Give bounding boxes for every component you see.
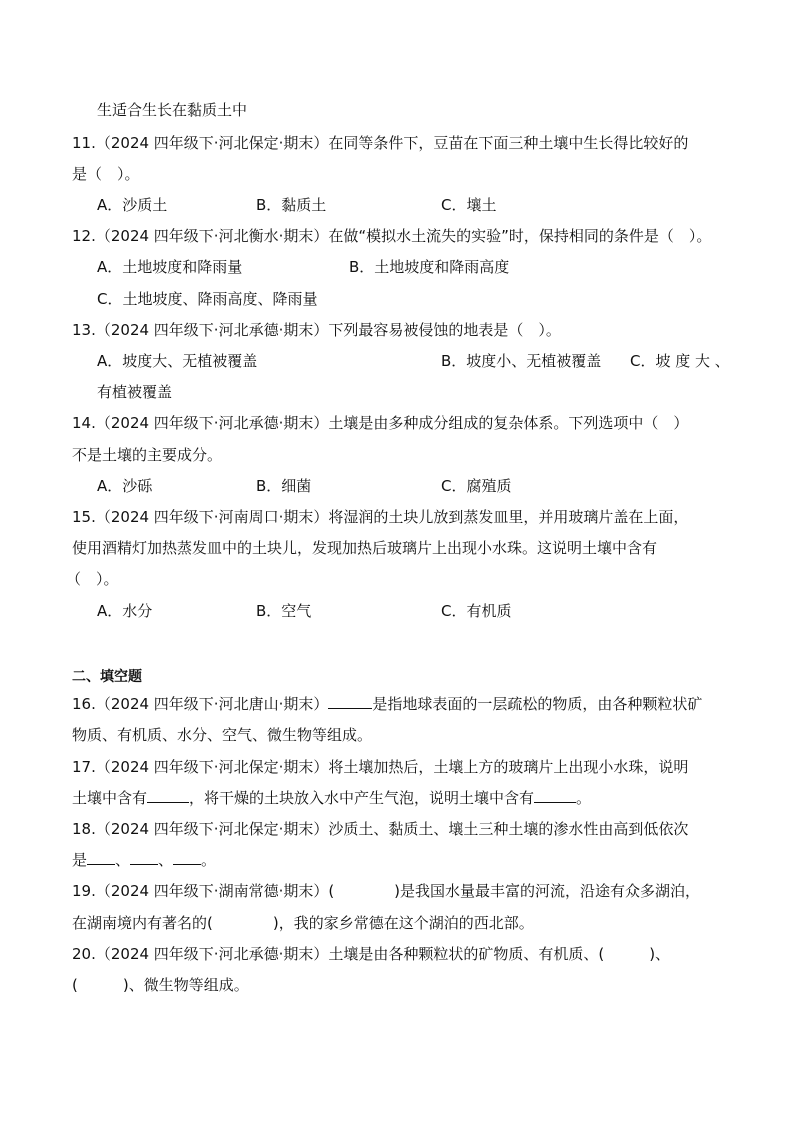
option-c: C．土地坡度、降雨高度、降雨量 (97, 290, 318, 308)
question-stem: ( )、微生物等组成。 (72, 976, 249, 994)
question-stem (72, 787, 591, 809)
text-line: 生适合生长在黏质土中 (97, 101, 248, 119)
stem-text: 土壤中含有 (72, 789, 148, 807)
stem-text: 是指地球表面的一层疏松的物质，由各种颗粒状矿 (372, 695, 703, 713)
answer-blank[interactable] (147, 788, 189, 803)
section-heading: 二、填空题 (72, 669, 142, 685)
stem-text: 。 (201, 851, 217, 869)
question-stem: 不是土壤的主要成分。 (72, 446, 223, 464)
answer-blank[interactable] (534, 788, 576, 803)
option-a: A．水分 (97, 602, 153, 620)
option-c: C．有机质 (441, 602, 512, 620)
question-stem: 17.（2024 四年级下·河北保定·期末）将土壤加热后，土壤上方的玻璃片上出现小水珠，说明 (72, 758, 689, 776)
question-stem: 11.（2024 四年级下·河北保定·期末）在同等条件下，豆苗在下面三种土壤中生长得比较好的 (72, 134, 689, 152)
answer-blank[interactable] (87, 850, 115, 865)
option-a: A．土地坡度和降雨量 (97, 258, 243, 276)
question-stem (72, 693, 702, 715)
question-stem: 12.（2024 四年级下·河北衡水·期末）在做“模拟水土流失的实验”时，保持相同的条件是（ ）。 (72, 227, 712, 245)
option-c: C．腐殖质 (441, 477, 512, 495)
stem-text: 。 (576, 789, 592, 807)
stem-text: 、 (158, 851, 174, 869)
option-b: B．黏质土 (256, 196, 327, 214)
answer-blank[interactable] (173, 850, 201, 865)
option-b: B．坡度小、无植被覆盖 (441, 352, 602, 370)
option-a: A．沙砾 (97, 477, 153, 495)
answer-blank[interactable] (130, 850, 158, 865)
stem-text: 是 (72, 851, 88, 869)
option-c: C．坡 度 大 、 (630, 352, 730, 370)
question-stem: 14.（2024 四年级下·河北承德·期末）土壤是由多种成分组成的复杂体系。下列选项中（ ） (72, 414, 689, 432)
option-b: B．土地坡度和降雨高度 (349, 258, 510, 276)
stem-text: ，将干燥的土块放入水中产生气泡，说明土壤中含有 (189, 789, 535, 807)
question-stem: 使用酒精灯加热蒸发皿中的土块儿，发现加热后玻璃片上出现小水珠。这说明土壤中含有 (72, 539, 658, 557)
stem-text: 16.（2024 四年级下·河北唐山·期末） (72, 695, 329, 713)
question-stem: 物质、有机质、水分、空气、微生物等组成。 (72, 726, 373, 744)
question-stem: 15.（2024 四年级下·河南周口·期末）将湿润的土块儿放到蒸发皿里，并用玻璃片盖在上面， (72, 508, 689, 526)
option-b: B．空气 (256, 602, 312, 620)
question-stem: （ ）。 (66, 570, 119, 588)
question-stem: 13.（2024 四年级下·河北承德·期末）下列最容易被侵蚀的地表是（ ）。 (72, 321, 561, 339)
option-a: A．沙质土 (97, 196, 168, 214)
question-stem: 是（ ）。 (72, 165, 140, 183)
question-stem (72, 849, 216, 871)
question-stem: 在湖南境内有著名的( )，我的家乡常德在这个湖泊的西北部。 (72, 914, 534, 932)
option-b: B．细菌 (256, 477, 312, 495)
option-c: C．壤土 (441, 196, 497, 214)
answer-blank[interactable] (328, 694, 372, 709)
option-c-continued: 有植被覆盖 (97, 383, 173, 401)
question-stem: 19.（2024 四年级下·湖南常德·期末）( )是我国水量最丰富的河流，沿途有众多湖泊， (72, 882, 701, 900)
question-stem: 20.（2024 四年级下·河北承德·期末）土壤是由各种颗粒状的矿物质、有机质、( )、 (72, 945, 671, 963)
question-stem: 18.（2024 四年级下·河北保定·期末）沙质土、黏质土、壤土三种土壤的渗水性由高到低依次 (72, 820, 689, 838)
option-a: A．坡度大、无植被覆盖 (97, 352, 258, 370)
stem-text: 、 (115, 851, 131, 869)
